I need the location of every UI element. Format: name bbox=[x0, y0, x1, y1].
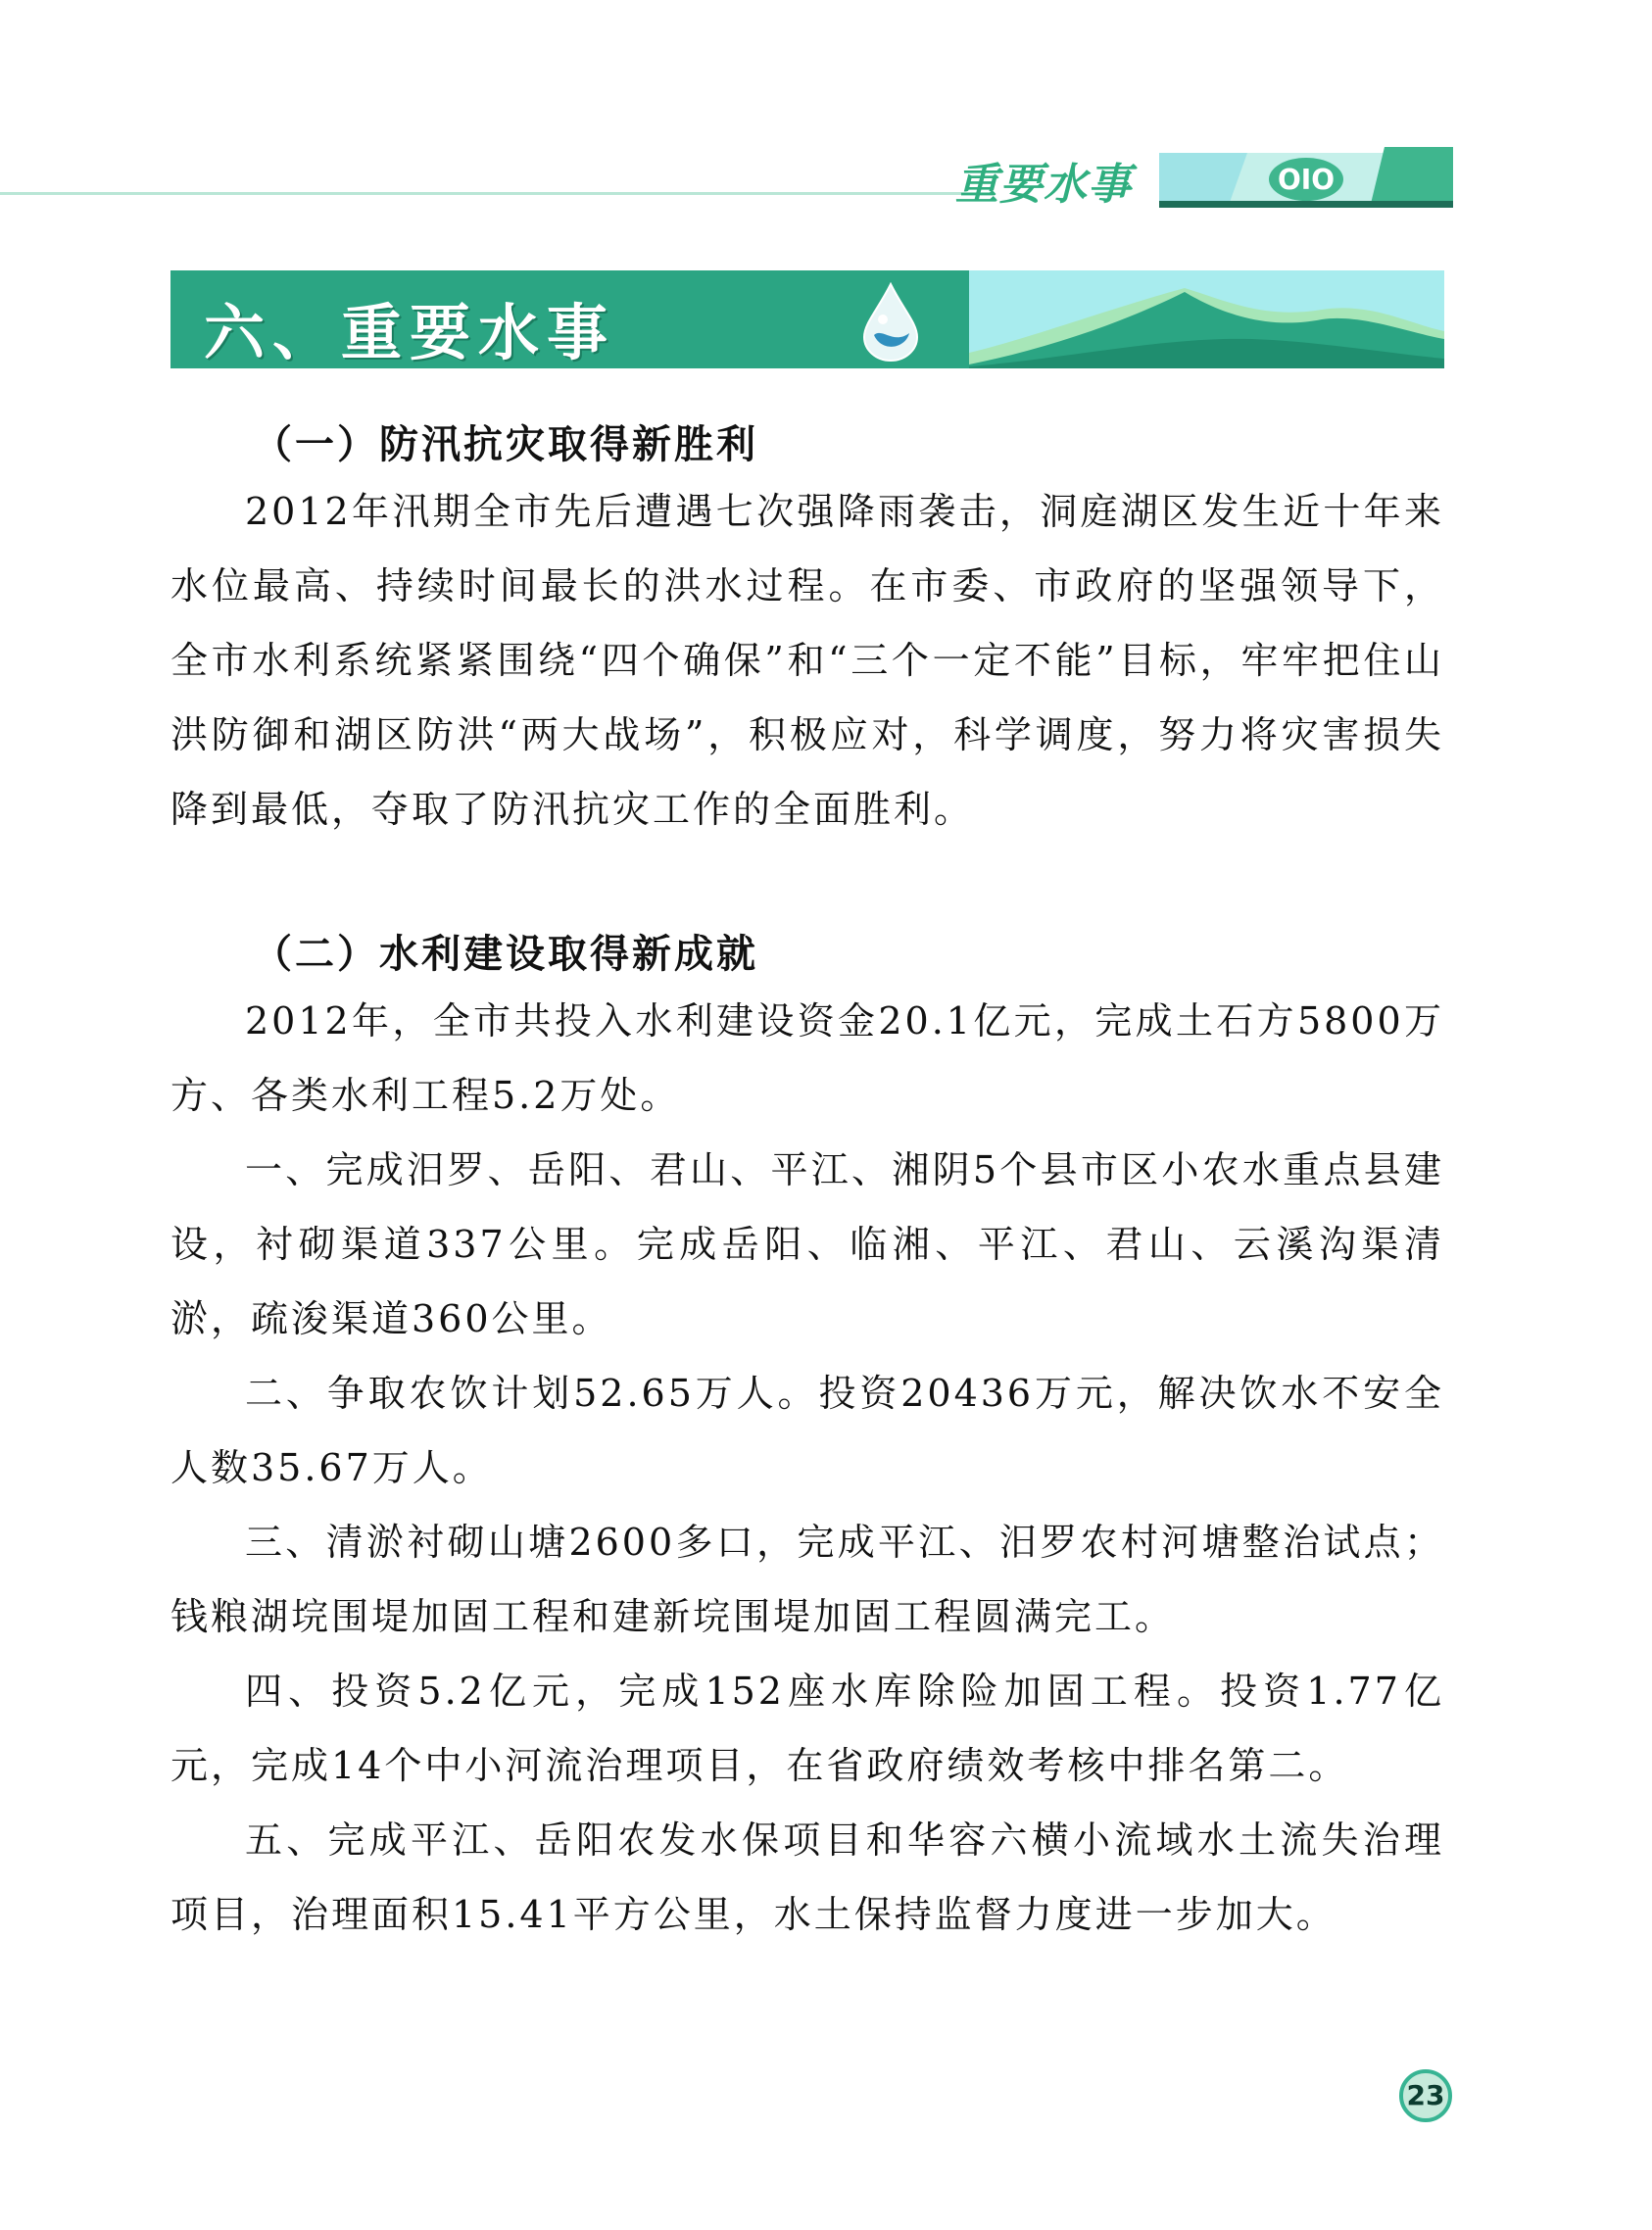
paragraph: 二、争取农饮计划52.65万人。投资20436万元，解决饮水不安全人数35.67万人。 bbox=[170, 1372, 1444, 1489]
paragraph: 2012年汛期全市先后遭遇七次强降雨袭击，洞庭湖区发生近十年来水位最高、持续时间最长的洪水过程。在市委、市政府的坚强领导下，全市水利系统紧紧围绕“四个确保”和“三个一定不能”目标，牢牢把住山洪防御和湖区防洪“两大战场”，积极应对，科学调度，努力将灾害损失降到最低，夺取了防汛抗灾工作的全面胜利。 bbox=[170, 490, 1444, 831]
water-drop-icon bbox=[856, 280, 925, 363]
page-number: 23 bbox=[1399, 2069, 1452, 2122]
paragraph: 三、清淤衬砌山塘2600多口，完成平江、汨罗农村河塘整治试点；钱粮湖垸围堤加固工程和建新垸围堤加固工程圆满完工。 bbox=[170, 1521, 1444, 1638]
paragraph: 一、完成汨罗、岳阳、君山、平江、湘阴5个县市区小农水重点县建设，衬砌渠道337公里。完成岳阳、临湘、平江、君山、云溪沟渠清淤，疏浚渠道360公里。 bbox=[170, 1148, 1444, 1340]
header-rule bbox=[0, 192, 990, 195]
header-emblem-icon bbox=[1159, 147, 1453, 208]
paragraph: 四、投资5.2亿元，完成152座水库除险加固工程。投资1.77亿元，完成14个中小河流治理项目，在省政府绩效考核中排名第二。 bbox=[170, 1670, 1444, 1787]
mountain-landscape-art bbox=[969, 270, 1444, 368]
svg-text:ΟΙΟ: ΟΙΟ bbox=[1277, 164, 1336, 196]
paragraph: 五、完成平江、岳阳农发水保项目和华容六横小流域水土流失治理项目，治理面积15.41平方公里，水土保持监督力度进一步加大。 bbox=[170, 1818, 1444, 1936]
section-heading-2: （二）水利建设取得新成就 bbox=[253, 932, 758, 977]
paragraph: 2012年，全市共投入水利建设资金20.1亿元，完成土石方5800万方、各类水利工程5.2万处。 bbox=[170, 999, 1444, 1117]
section-heading-1: （一）防汛抗灾取得新胜利 bbox=[253, 422, 758, 467]
chapter-banner bbox=[170, 270, 1444, 368]
chapter-title: 六、重要水事 bbox=[204, 297, 616, 368]
running-header-title: 重要水事 bbox=[955, 160, 1132, 210]
